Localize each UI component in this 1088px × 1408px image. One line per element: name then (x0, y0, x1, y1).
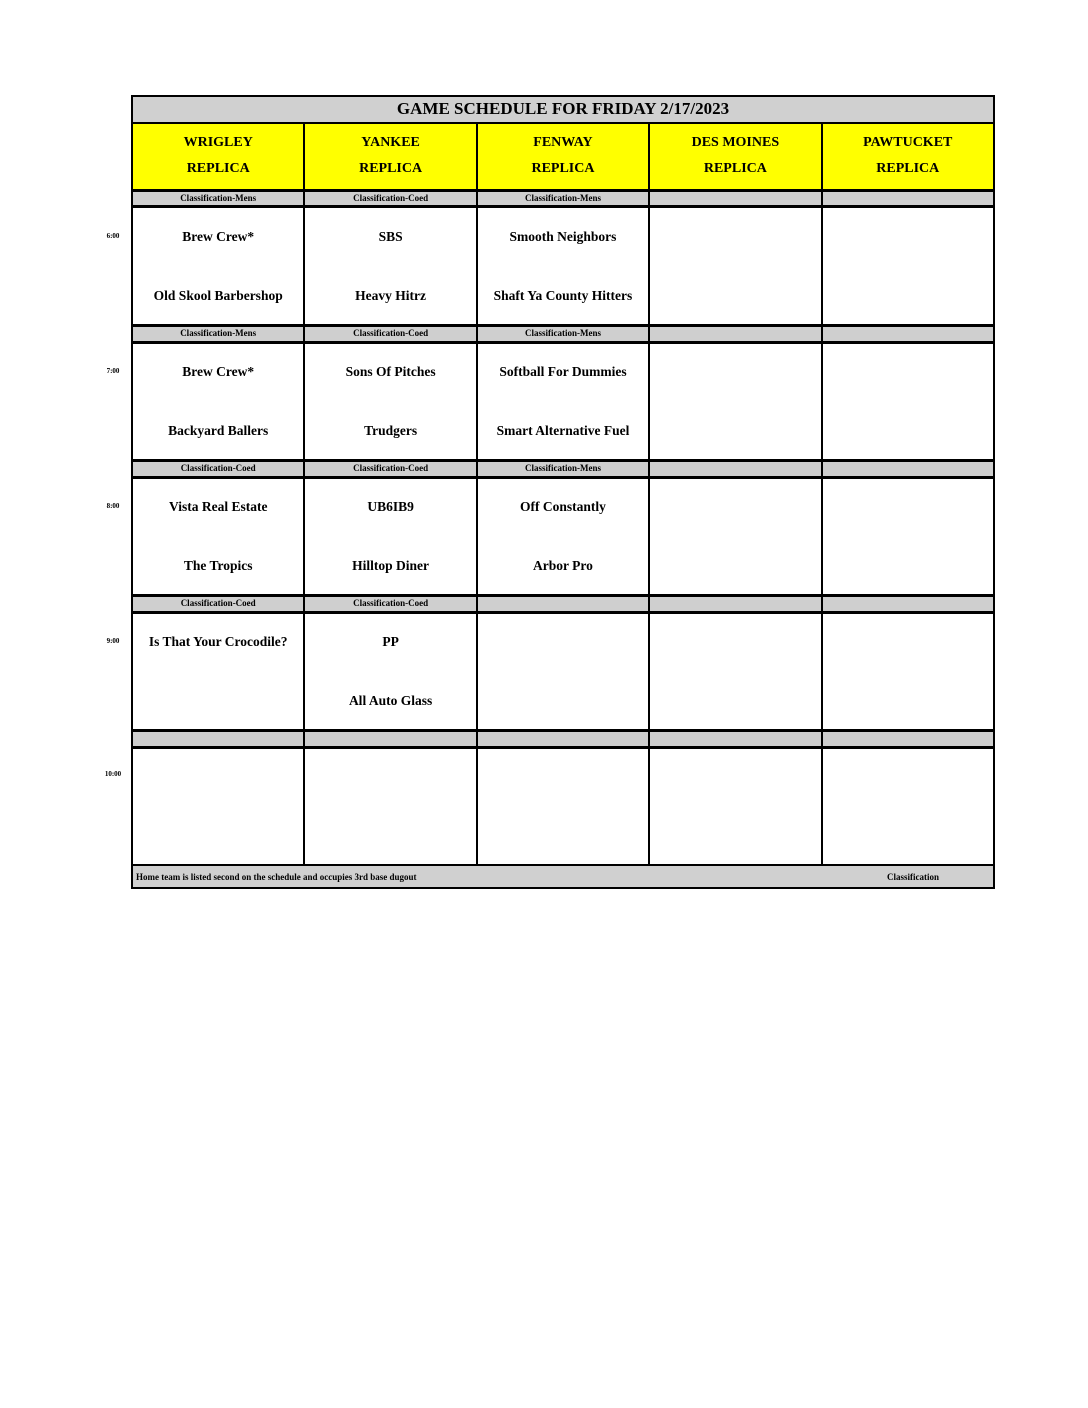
away-team (823, 358, 993, 386)
away-team (823, 763, 993, 791)
classification-cell (822, 326, 994, 342)
classification-row (132, 461, 994, 477)
game-cell (822, 207, 994, 326)
schedule-title: GAME SCHEDULE FOR FRIDAY 2/17/2023 (132, 96, 994, 123)
classification-cell (132, 731, 304, 747)
time-label: 6:00 (106, 232, 120, 240)
classification-cell: Classification-Coed (304, 191, 476, 207)
venue-header (477, 123, 649, 191)
venue-name: PAWTUCKET (863, 135, 953, 151)
home-team: The Tropics (183, 557, 253, 573)
footer-note: Home team is listed second on the schedule and occupies 3rd base dugout (136, 871, 417, 882)
away-team: Smooth Neighbors (509, 228, 617, 244)
away-team: Off Constantly (520, 498, 606, 514)
game-cell (132, 342, 304, 461)
game-cell (477, 477, 649, 596)
time-column (0, 0, 130, 900)
away-team: Vista Real Estate (168, 498, 268, 514)
classification-cell: Classification-Coed (304, 596, 476, 612)
game-cell (822, 477, 994, 596)
title-row (132, 96, 994, 123)
game-cell (132, 747, 304, 865)
game-cell (132, 612, 304, 731)
home-team (650, 822, 820, 850)
game-cell (304, 747, 476, 865)
footer-cell (132, 865, 994, 888)
home-team (650, 552, 820, 580)
game-cell (132, 477, 304, 596)
game-cell (304, 477, 476, 596)
classification-cell: Classification-Mens (477, 191, 649, 207)
game-cell (477, 612, 649, 731)
classification-cell: Classification-Coed (132, 596, 304, 612)
venue-name: FENWAY (533, 135, 593, 151)
away-team (823, 223, 993, 251)
away-team: Sons Of Pitches (345, 363, 436, 379)
away-team: Softball For Dummies (499, 363, 627, 379)
time-label: 8:00 (106, 502, 120, 510)
classification-cell (477, 596, 649, 612)
venue-header (822, 123, 994, 191)
venue-name: YANKEE (361, 135, 420, 151)
venue-name: WRIGLEY (183, 135, 253, 151)
away-team: UB6IB9 (367, 498, 414, 514)
game-cell (477, 342, 649, 461)
game-cell (304, 207, 476, 326)
home-team (478, 687, 648, 715)
game-row (132, 747, 994, 865)
game-cell (649, 747, 821, 865)
away-team: SBS (378, 228, 403, 244)
home-team (823, 417, 993, 445)
classification-cell (649, 461, 821, 477)
away-team: Brew Crew* (182, 228, 255, 244)
away-team (650, 763, 820, 791)
home-team (823, 282, 993, 310)
game-cell (822, 612, 994, 731)
classification-row (132, 191, 994, 207)
home-team: Arbor Pro (533, 557, 593, 573)
home-team: Trudgers (364, 422, 418, 438)
away-team: Brew Crew* (182, 363, 255, 379)
home-team (133, 687, 303, 715)
footer-row (132, 865, 994, 888)
footer-classification: Classification (886, 871, 939, 882)
home-team (823, 822, 993, 850)
venue-header (132, 123, 304, 191)
game-cell (477, 747, 649, 865)
game-row (132, 342, 994, 461)
game-cell (477, 207, 649, 326)
home-team (133, 822, 303, 850)
classification-cell: Classification-Coed (304, 326, 476, 342)
venue-sub: REPLICA (186, 161, 250, 177)
away-team (823, 493, 993, 521)
home-team: Smart Alternative Fuel (496, 422, 630, 438)
classification-row (132, 596, 994, 612)
game-row (132, 612, 994, 731)
classification-cell: Classification-Mens (132, 326, 304, 342)
away-team: PP (382, 633, 399, 649)
home-team: Shaft Ya County Hitters (493, 287, 633, 303)
away-team (478, 763, 648, 791)
classification-cell: Classification-Mens (477, 461, 649, 477)
away-team: Is That Your Crocodile? (148, 633, 288, 649)
venue-sub: REPLICA (876, 161, 940, 177)
away-team (650, 358, 820, 386)
home-team (305, 822, 475, 850)
venue-name: DES MOINES (691, 135, 780, 151)
game-cell (649, 342, 821, 461)
away-team (650, 628, 820, 656)
game-row (132, 207, 994, 326)
home-team (823, 687, 993, 715)
game-cell (304, 612, 476, 731)
game-row (132, 477, 994, 596)
classification-cell (477, 731, 649, 747)
home-team (650, 417, 820, 445)
home-team (650, 282, 820, 310)
home-team: Backyard Ballers (168, 422, 269, 438)
game-cell (132, 207, 304, 326)
venue-row (132, 123, 994, 191)
game-cell (649, 207, 821, 326)
away-team (823, 628, 993, 656)
classification-cell (822, 731, 994, 747)
time-label: 9:00 (106, 637, 120, 645)
classification-cell (649, 191, 821, 207)
classification-row (132, 326, 994, 342)
home-team: Hilltop Diner (352, 557, 430, 573)
classification-cell (649, 596, 821, 612)
classification-cell: Classification-Mens (132, 191, 304, 207)
away-team (650, 493, 820, 521)
away-team (478, 628, 648, 656)
home-team (478, 822, 648, 850)
classification-cell (822, 191, 994, 207)
classification-cell (822, 461, 994, 477)
home-team: Old Skool Barbershop (153, 287, 283, 303)
away-team (305, 763, 475, 791)
game-cell (304, 342, 476, 461)
home-team (823, 552, 993, 580)
game-cell (822, 747, 994, 865)
time-label: 10:00 (104, 770, 122, 778)
classification-cell (822, 596, 994, 612)
home-team: Heavy Hitrz (355, 287, 427, 303)
classification-cell: Classification-Coed (132, 461, 304, 477)
venue-header (304, 123, 476, 191)
venue-sub: REPLICA (703, 161, 767, 177)
home-team (650, 687, 820, 715)
game-cell (649, 477, 821, 596)
game-cell (649, 612, 821, 731)
venue-sub: REPLICA (359, 161, 423, 177)
game-cell (822, 342, 994, 461)
classification-cell (649, 731, 821, 747)
classification-row (132, 731, 994, 747)
home-team: All Auto Glass (348, 692, 433, 708)
venue-sub: REPLICA (531, 161, 595, 177)
classification-cell (304, 731, 476, 747)
venue-header (649, 123, 821, 191)
time-label: 7:00 (106, 367, 120, 375)
classification-cell: Classification-Mens (477, 326, 649, 342)
schedule-table (131, 95, 995, 889)
classification-cell (649, 326, 821, 342)
away-team (650, 223, 820, 251)
classification-cell: Classification-Coed (304, 461, 476, 477)
away-team (133, 763, 303, 791)
